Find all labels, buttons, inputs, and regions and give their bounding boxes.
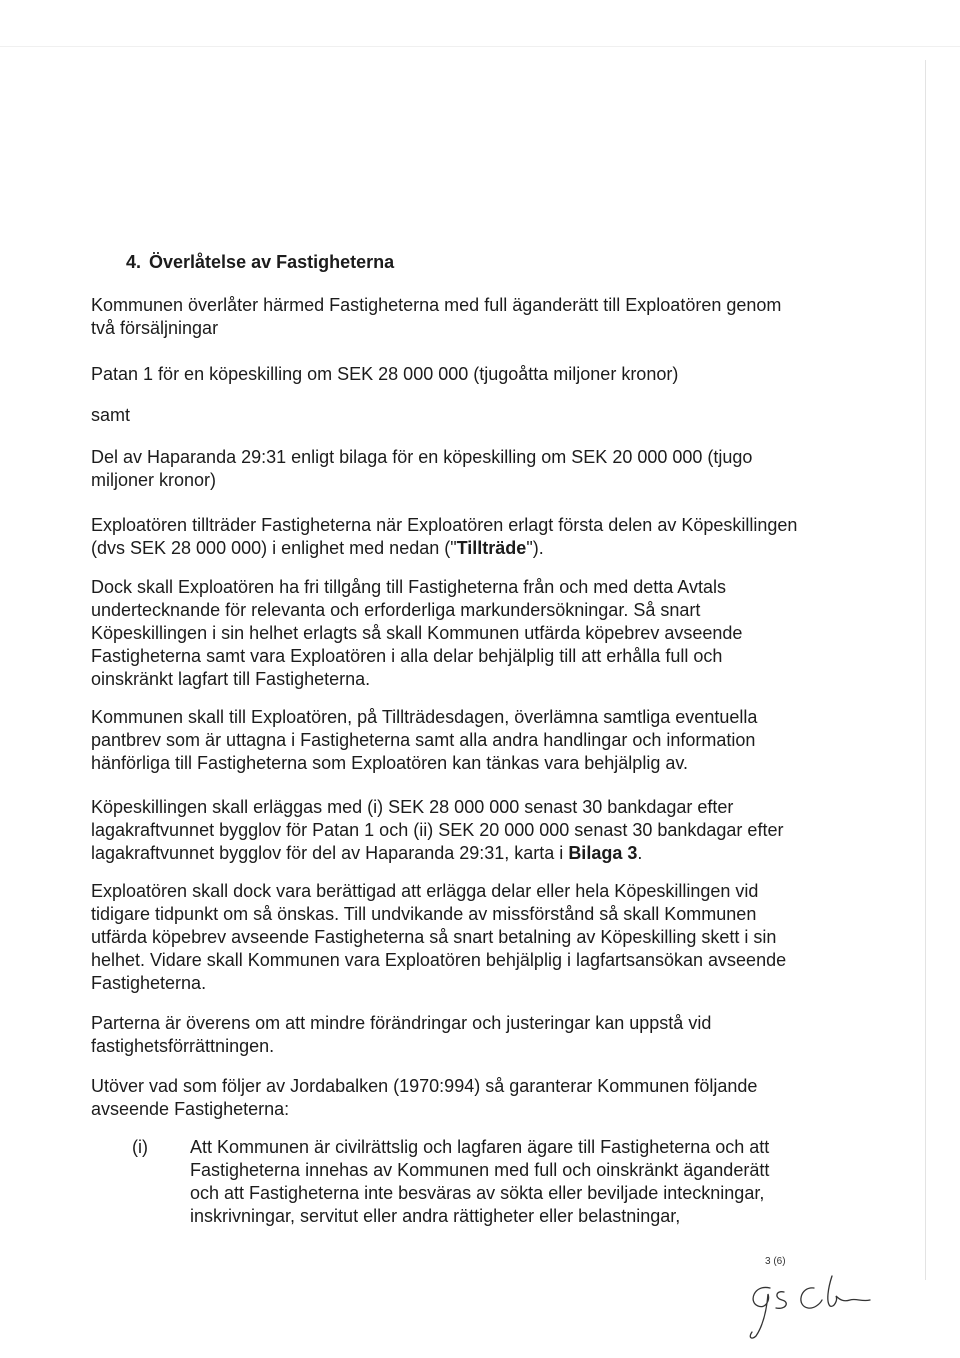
paragraph-adjustments: Parterna är överens om att mindre förändringar och justeringar kan uppstå vid fastighetsförrättningen. xyxy=(91,1013,712,1056)
payment-end: . xyxy=(637,843,643,863)
paragraph-payment xyxy=(91,796,799,865)
paragraph-samt: samt xyxy=(91,405,131,425)
paragraph-guarantee: Utöver vad som följer av Jordabalken (1970:994) så garanterar Kommunen följande avseende Fastigheterna: xyxy=(91,1076,758,1119)
signature-initials xyxy=(740,1266,880,1342)
paragraph-transfer: Kommunen överlåter härmed Fastigheterna med full äganderätt till Exploatören genom två försäljningar xyxy=(91,295,782,338)
tilltrade-defined-term: Tillträde xyxy=(456,538,527,558)
paragraph-haparanda: Del av Haparanda 29:31 enligt bilaga för en köpeskilling om SEK 20 000 000 (tjugo miljoner kronor) xyxy=(91,447,753,490)
paragraph-pantbrev: Kommunen skall till Exploatören, på Tillträdesdagen, överlämna samtliga eventuella pantbrev som är uttagna i Fastigheterna samt alla andra handlingar och information hänförliga till Fastigheterna som Exploatören kan tänkas vara behjälplig av. xyxy=(91,707,758,773)
paragraph-early-payment: Exploatören skall dock vara berättigad att erlägga delar eller hela Köpeskillingen vid tidigare tidpunkt om så önskas. Till undvikande av missförstånd så skall Kommunen utfärda köpebrev avseende Fastigheterna så snart betalning av Köpeskilling skett i sin helhet. Vidare skall Kommunen vara Exploatören behjälplig i lagfartsansökan avseende Fastigheterna. xyxy=(91,881,787,993)
tilltrade-end: "). xyxy=(526,538,544,558)
section-title: Överlåtelse av Fastigheterna xyxy=(149,252,395,272)
scan-edge-right xyxy=(925,60,926,1280)
payment-text: Köpeskillingen skall erläggas med (i) SEK 28 000 000 senast 30 bankdagar efter lagakraftvunnet bygglov för Patan 1 och (ii) SEK 20 000 000 senast 30 bankdagar efter lagakraftvunnet bygglov för del av Haparanda 29:31, karta i xyxy=(91,797,784,863)
tilltrade-text: Exploatören tillträder Fastigheterna när Exploatören erlagt första delen av Köpeskillingen (dvs SEK 28 000 000) i enlighet med nedan (" xyxy=(91,515,798,558)
paragraph-patan: Patan 1 för en köpeskilling om SEK 28 000 000 (tjugoåtta miljoner kronor) xyxy=(91,364,679,384)
list-item-label: (i) xyxy=(132,1137,148,1157)
section-heading xyxy=(126,252,394,273)
page-number: 3 (6) xyxy=(765,1256,786,1267)
section-number: 4. xyxy=(126,252,142,272)
paragraph-tilltrade xyxy=(91,514,799,560)
bilaga-reference: Bilaga 3 xyxy=(568,843,638,863)
scan-edge-top xyxy=(0,46,960,47)
list-item-text: Att Kommunen är civilrättslig och lagfaren ägare till Fastigheterna och att Fastigheterna innehas av Kommunen med full och oinskränkt äganderätt och att Fastigheterna inte besväras av sökta eller beviljade inteckningar, inskrivningar, servitut eller andra rättigheter eller belastningar, xyxy=(190,1137,770,1226)
paragraph-access: Dock skall Exploatören ha fri tillgång till Fastigheterna från och med detta Avtals undertecknande för relevanta och erforderliga markundersökningar. Så snart Köpeskillingen i sin helhet erlagts så skall Kommunen utfärda köpebrev avseende Fastigheterna samt vara Exploatören i alla delar behjälplig till att erhålla full och oinskränkt lagfart till Fastigheterna. xyxy=(91,577,743,689)
